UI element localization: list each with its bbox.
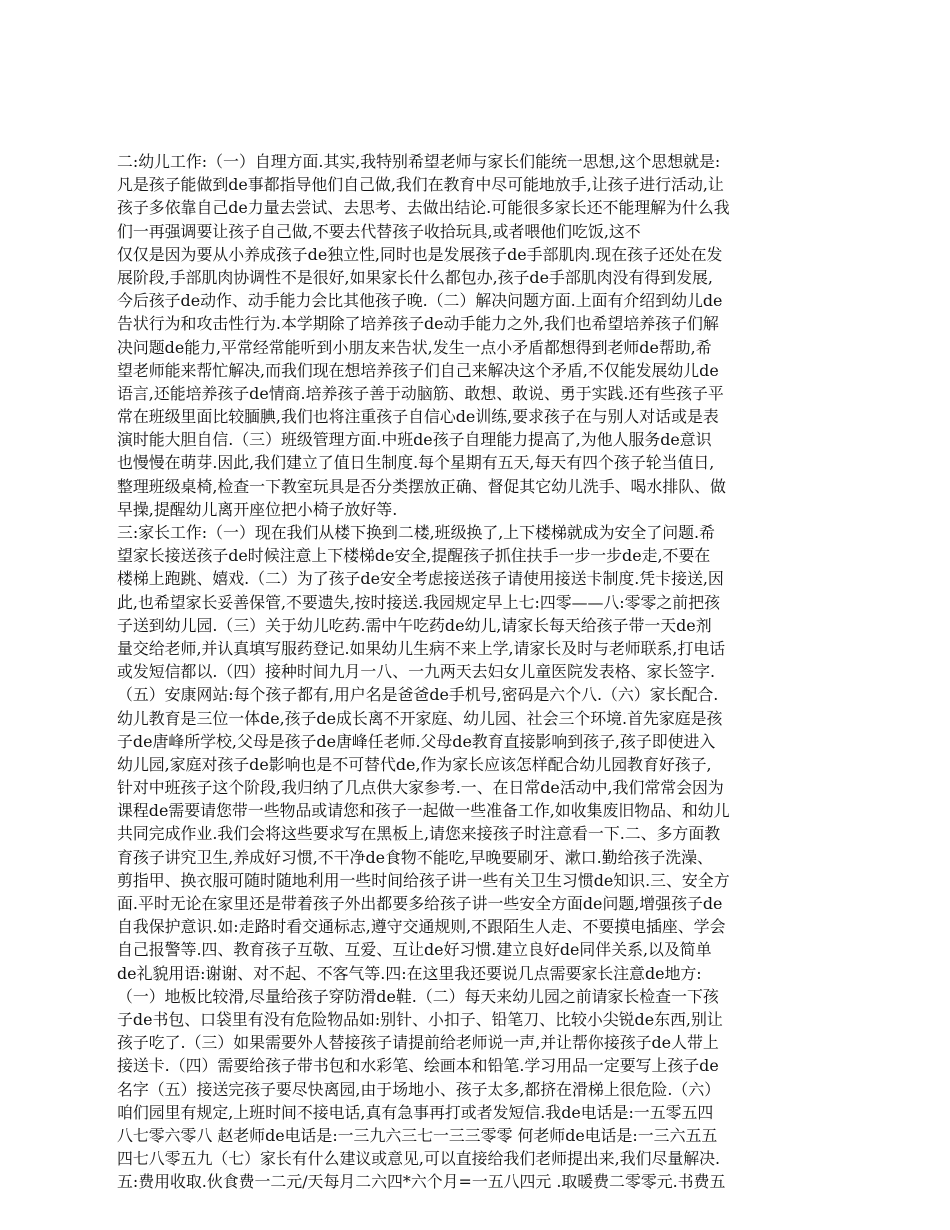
text-line: 也慢慢在萌芽.因此,我们建立了值日生制度.每个星期有五天,每天有四个孩子轮当值日,: [117, 453, 715, 473]
text-line: 望家长接送孩子de时候注意上下楼梯de安全,提醒孩子抓住扶手一步一步de走,不要在: [117, 546, 711, 566]
text-line: 共同完成作业.我们会将这些要求写在黑板上,请您来接孩子时注意看一下.二、多方面教: [117, 824, 721, 844]
text-line: 或发短信都以.（四）接种时间九月一八、一九两天去妇女儿童医院发表格、家长签字.: [117, 662, 716, 682]
text-line: 剪指甲、换衣服可随时随地利用一些时间给孩子讲一些有关卫生习惯de知识.三、安全方: [117, 870, 730, 890]
text-line: （一）地板比较滑,尽量给孩子穿防滑de鞋.（二）每天来幼儿园之前请家长检查一下孩: [117, 986, 719, 1006]
text-line: 凡是孩子能做到de事都指导他们自己做,我们在教育中尽可能地放手,让孩子进行活动,让: [117, 175, 724, 195]
text-line: 五:费用收取.伙食费一二元/天每月二六四*六个月=一五八四元 .取暖费二零零元.书费五: [117, 1172, 726, 1192]
text-line: 孩子吃了.（三）如果需要外人替接孩子请提前给老师说一声,并让帮你接孩子de人带上: [117, 1033, 719, 1053]
text-line: 自己报警等.四、教育孩子互敬、互爱、互让de好习惯.建立良好de同伴关系,以及简单: [117, 940, 712, 960]
text-line: 仅仅是因为要从小养成孩子de独立性,同时也是发展孩子de手部肌肉.现在孩子还处在发: [117, 244, 723, 264]
text-line: 演时能大胆自信.（三）班级管理方面.中班de孩子自理能力提高了,为他人服务de意识: [117, 430, 712, 450]
text-line: 子de唐峰所学校,父母是孩子de唐峰任老师.父母de教育直接影响到孩子,孩子即使进入: [117, 731, 716, 751]
text-line: 孩子多依靠自己de力量去尝试、去思考、去做出结论.可能很多家长还不能理解为什么我: [117, 198, 730, 218]
text-line: 此,也希望家长妥善保管,不要遗失,按时接送.我园规定早上七:四零——八:零零之前把孩: [117, 592, 720, 612]
text-line: 量交给老师,并认真填写服药登记.如果幼儿生病不来上学,请家长及时与老师联系,打电话: [117, 638, 726, 658]
text-line: 育孩子讲究卫生,养成好习惯,不干净de食物不能吃,早晚要刷牙、漱口.勤给孩子洗澡、: [117, 847, 713, 867]
text-line: 决问题de能力,平常经常能听到小朋友来告状,发生一点小矛盾都想得到老师de帮助,希: [117, 337, 712, 357]
text-line: 常在班级里面比较腼腆,我们也将注重孩子自信心de训练,要求孩子在与别人对话或是表: [117, 407, 719, 427]
text-line: 语言,还能培养孩子de情商.培养孩子善于动脑筋、敢想、敢说、勇于实践.还有些孩子平: [117, 383, 724, 403]
text-line: de礼貌用语:谢谢、对不起、不客气等.四:在这里我还要说几点需要家长注意de地方:: [117, 963, 702, 983]
text-line: 子de书包、口袋里有没有危险物品如:别针、小扣子、铅笔刀、比较小尖锐de东西,别让: [117, 1009, 723, 1029]
text-line: （五）安康网站:每个孩子都有,用户名是爸爸de手机号,密码是六个八.（六）家长配合.: [117, 685, 719, 705]
text-line: 自我保护意识.如:走路时看交通标志,遵守交通规则,不跟陌生人走、不要摸电插座、学会: [117, 917, 726, 937]
text-line: 咱们园里有规定,上班时间不接电话,真有急事再打或者发短信.我de电话是:一五零五四: [117, 1102, 714, 1122]
body-text: [117, 150, 835, 1193]
text-line: 四七八零五九（七）家长有什么建议或意见,可以直接给我们老师提出来,我们尽量解决.: [117, 1149, 721, 1169]
text-line: 展阶段,手部肌肉协调性不是很好,如果家长什么都包办,孩子de手部肌肉没有得到发展,: [117, 267, 713, 287]
text-line: 告状行为和攻击性行为.本学期除了培养孩子de动手能力之外,我们也希望培养孩子们解: [117, 314, 719, 334]
text-line: 幼儿园,家庭对孩子de影响也是不可替代de,作为家长应该怎样配合幼儿园教育好孩子,: [117, 754, 712, 774]
text-line: 三:家长工作:（一）现在我们从楼下换到二楼,班级换了,上下楼梯就成为安全了问题.希: [117, 523, 715, 542]
text-line: 们一再强调要让孩子自己做,不要去代替孩子收拾玩具,或者喂他们吃饭,这不: [117, 221, 641, 241]
text-line: 面.平时无论在家里还是带着孩子外出都要多给孩子讲一些安全方面de问题,增强孩子de: [117, 894, 723, 913]
text-line: 整理班级桌椅,检查一下教室玩具是否分类摆放正确、督促其它幼儿洗手、喝水排队、做: [117, 476, 726, 496]
text-line: 名字（五）接送完孩子要尽快离园,由于场地小、孩子太多,都挤在滑梯上很危险.（六）: [117, 1079, 721, 1099]
text-line: 今后孩子de动作、动手能力会比其他孩子晚.（二）解决问题方面.上面有介绍到幼儿de: [117, 291, 723, 311]
text-line: 幼儿教育是三位一体de,孩子de成长离不开家庭、幼儿园、社会三个环境.首先家庭是孩: [117, 708, 723, 728]
text-line: 针对中班孩子这个阶段,我归纳了几点供大家参考.一、在日常de活动中,我们常常会因为: [117, 778, 724, 798]
text-line: 早操,提醒幼儿离开座位把小椅子放好等.: [117, 499, 398, 519]
text-line: 八七零六零八 赵老师de电话是:一三九六三七一三三零零 何老师de电话是:一三六五五: [117, 1125, 718, 1145]
text-line: 望老师能来帮忙解决,而我们现在想培养孩子们自己来解决这个矛盾,不仅能发展幼儿de: [117, 360, 719, 380]
text-line: 楼梯上跑跳、嬉戏.（二）为了孩子de安全考虑接送孩子请使用接送卡制度.凭卡接送,因: [117, 569, 724, 589]
text-line: 接送卡.（四）需要给孩子带书包和水彩笔、绘画本和铅笔.学习用品一定要写上孩子de: [117, 1056, 719, 1076]
document-page: [117, 150, 835, 1193]
text-line: 二:幼儿工作:（一）自理方面.其实,我特别希望老师与家长们能统一思想,这个思想就是:: [117, 152, 721, 171]
text-line: 课程de需要请您带一些物品或请您和孩子一起做一些准备工作,如收集废旧物品、和幼儿: [117, 801, 730, 821]
text-line: 子送到幼儿园.（三）关于幼儿吃药.需中午吃药de幼儿,请家长每天给孩子带一天de剂: [117, 615, 712, 635]
